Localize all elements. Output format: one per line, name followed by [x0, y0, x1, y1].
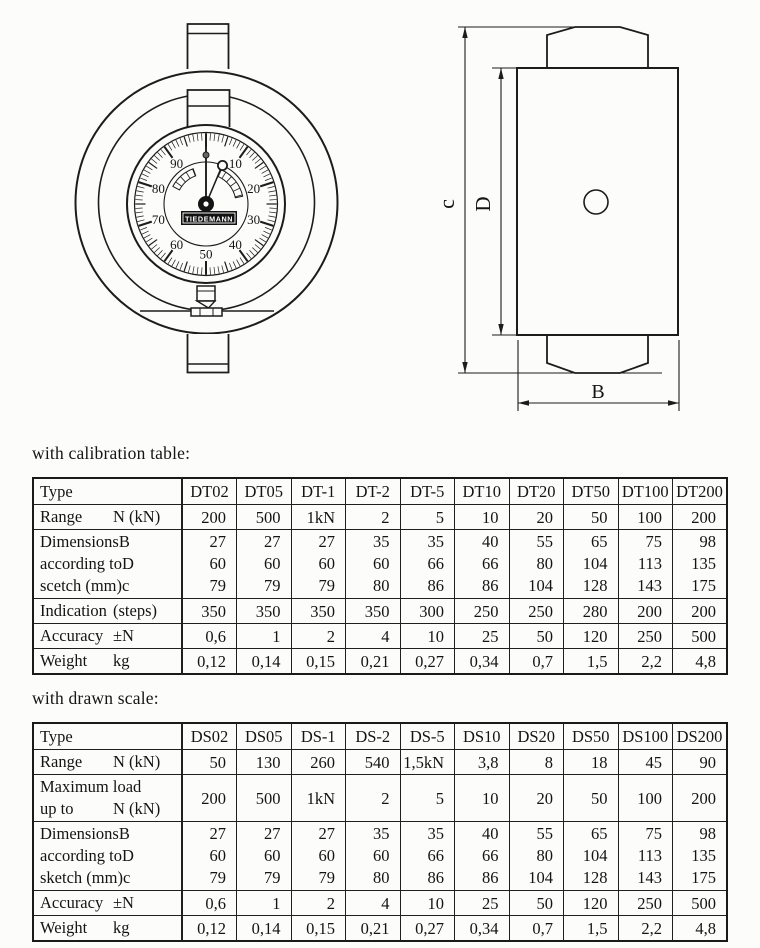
value-line: 175 [691, 576, 716, 595]
value-line: 79 [318, 868, 335, 887]
row-label-line [40, 531, 175, 553]
row-label: Accuracy [40, 626, 104, 645]
value-cell: 200 [673, 775, 728, 822]
row-label-line [40, 751, 175, 773]
type-header-cell: DT02 [182, 478, 237, 505]
needle-bead [203, 152, 209, 158]
value-cell: 50 [182, 750, 237, 775]
type-header-cell: DS-1 [291, 723, 346, 750]
value-cell [237, 530, 292, 599]
dial-number-20: 20 [247, 181, 261, 197]
type-header-cell: DT100 [618, 478, 673, 505]
type-header-cell: DS-2 [346, 723, 401, 750]
bottom-stem [187, 334, 229, 373]
dial-gauge-drawing [60, 8, 400, 426]
row-label: up to [40, 799, 74, 818]
dial-number-50: 50 [199, 246, 213, 262]
type-header-cell: DS20 [509, 723, 564, 750]
row-label: Weight [40, 651, 88, 670]
value-cell: 50 [509, 624, 564, 649]
row-label-cell [33, 775, 182, 822]
value-line: 60 [209, 554, 226, 573]
row-unit [113, 726, 175, 748]
value-cell: 0,7 [509, 649, 564, 675]
value-cell: 1kN [291, 505, 346, 530]
value-line: 128 [582, 868, 608, 887]
row-label: sketch (mm) [40, 868, 123, 887]
row-unit: kg [113, 651, 130, 670]
row-label-line [40, 892, 175, 914]
value-cell: 0,6 [182, 891, 237, 916]
value-cell: 5 [400, 505, 455, 530]
value-line: 27 [264, 532, 281, 551]
sub-pointer-peg [218, 161, 227, 170]
value-cell: 0,27 [400, 916, 455, 942]
row-label-line [40, 600, 175, 622]
row-label: Accuracy [40, 893, 104, 912]
row-label-line [40, 845, 175, 867]
type-header-cell: DT50 [564, 478, 619, 505]
anvil-flange [191, 308, 222, 316]
value-cell: 0,14 [237, 649, 292, 675]
value-line: 75 [645, 532, 662, 551]
value-cell [291, 530, 346, 599]
type-header-cell: DS-5 [400, 723, 455, 750]
row-unit [141, 776, 175, 798]
row-unit: kg [113, 918, 130, 937]
value-cell: 90 [673, 750, 728, 775]
type-header-cell: DS02 [182, 723, 237, 750]
center-hole [584, 190, 608, 214]
dial-number-90: 90 [170, 156, 184, 172]
bottom-boss [547, 335, 648, 373]
dial-number-60: 60 [170, 236, 184, 252]
dial-number-80: 80 [151, 181, 165, 197]
row-unit: ±N [113, 626, 134, 645]
value-line: 104 [528, 868, 553, 887]
value-cell [564, 530, 619, 599]
value-cell: 4,8 [673, 916, 728, 942]
value-cell: 350 [237, 599, 292, 624]
type-header-cell: DT-5 [400, 478, 455, 505]
value-cell: 200 [182, 775, 237, 822]
value-cell: 200 [182, 505, 237, 530]
value-cell: 350 [346, 599, 401, 624]
row-unit: c [122, 868, 131, 887]
value-line: 35 [373, 532, 390, 551]
row-label: according to [40, 554, 123, 573]
row-label-cell [33, 750, 182, 775]
type-header-cell: DT05 [237, 478, 292, 505]
table-row [33, 505, 727, 530]
value-cell: 5 [400, 775, 455, 822]
value-line: 79 [318, 576, 335, 595]
value-cell: 3,8 [455, 750, 510, 775]
row-label-cell [33, 822, 182, 891]
value-line: 40 [482, 824, 499, 843]
table-row [33, 530, 727, 599]
row-label: Type [40, 726, 73, 746]
type-header-cell: DS05 [237, 723, 292, 750]
value-cell: 10 [400, 624, 455, 649]
value-line: 86 [427, 868, 444, 887]
row-label: Weight [40, 918, 88, 937]
value-cell: 2 [291, 624, 346, 649]
value-cell [346, 822, 401, 891]
value-line: 60 [264, 554, 281, 573]
value-cell: 500 [237, 775, 292, 822]
value-line: 27 [209, 532, 226, 551]
row-unit: c [122, 576, 130, 595]
type-header-cell: DS200 [673, 723, 728, 750]
value-cell: 4 [346, 624, 401, 649]
row-label: scetch (mm) [40, 576, 123, 595]
type-header-cell: DT-2 [346, 478, 401, 505]
value-line: 60 [209, 846, 226, 865]
value-cell: 200 [673, 599, 728, 624]
value-cell: 1 [237, 624, 292, 649]
value-cell: 500 [673, 891, 728, 916]
value-line: 104 [528, 576, 553, 595]
row-label-cell [33, 649, 182, 675]
value-cell: 0,6 [182, 624, 237, 649]
value-cell [237, 822, 292, 891]
value-line: 104 [582, 554, 608, 573]
value-cell: 2,2 [618, 649, 673, 675]
value-cell [182, 530, 237, 599]
row-label-line [40, 798, 175, 820]
value-line: 66 [427, 554, 444, 573]
value-line: 55 [536, 824, 553, 843]
type-header-cell: DS100 [618, 723, 673, 750]
value-cell [509, 822, 564, 891]
value-cell [509, 530, 564, 599]
value-line: 35 [427, 824, 444, 843]
type-header-cell: DT10 [455, 478, 510, 505]
value-line: 27 [318, 532, 335, 551]
value-cell [291, 822, 346, 891]
row-label: Maximum load [40, 777, 142, 796]
table-header-row [33, 723, 727, 750]
value-cell: 200 [673, 505, 728, 530]
value-cell: 50 [564, 775, 619, 822]
value-cell: 100 [618, 775, 673, 822]
table-row [33, 891, 727, 916]
value-cell: 1,5kN [400, 750, 455, 775]
value-cell: 45 [618, 750, 673, 775]
value-line: 27 [209, 824, 226, 843]
value-line: 60 [318, 554, 335, 573]
brand-label: TIEDEMANN [184, 214, 234, 224]
row-label-cell [33, 599, 182, 624]
dial-number-10: 10 [228, 156, 242, 172]
dimension-d [492, 68, 517, 335]
value-line: 60 [318, 846, 335, 865]
value-line: 55 [536, 532, 553, 551]
row-label-line [40, 776, 175, 798]
top-boss [547, 27, 648, 68]
row-label-line [40, 553, 175, 575]
value-cell: 10 [455, 775, 510, 822]
value-line: 80 [373, 576, 390, 595]
value-cell [673, 530, 728, 599]
row-label-cell [33, 916, 182, 942]
neck-fitting [187, 89, 230, 127]
value-cell: 10 [455, 505, 510, 530]
value-cell: 25 [455, 624, 510, 649]
value-cell [182, 822, 237, 891]
value-cell [455, 530, 510, 599]
row-label-line [40, 823, 175, 845]
calibration-table [32, 477, 728, 675]
body-outline [517, 68, 678, 335]
side-view-drawing [430, 8, 710, 428]
type-header-cell: DS50 [564, 723, 619, 750]
value-cell [455, 822, 510, 891]
value-line: 35 [427, 532, 444, 551]
value-cell: 0,21 [346, 649, 401, 675]
value-line: 66 [427, 846, 444, 865]
value-cell: 500 [237, 505, 292, 530]
value-cell: 2 [346, 505, 401, 530]
row-label-line [40, 650, 175, 672]
value-line: 98 [699, 532, 716, 551]
value-cell: 8 [509, 750, 564, 775]
value-line: 79 [264, 576, 281, 595]
value-line: 35 [373, 824, 390, 843]
value-cell: 0,12 [182, 916, 237, 942]
value-cell [564, 822, 619, 891]
type-header-cell: DT200 [673, 478, 728, 505]
value-cell [673, 822, 728, 891]
row-unit: D [122, 554, 134, 573]
value-cell: 540 [346, 750, 401, 775]
value-cell: 350 [182, 599, 237, 624]
row-label: according to [40, 846, 123, 865]
table-row [33, 649, 727, 675]
value-cell: 2,2 [618, 916, 673, 942]
value-cell: 280 [564, 599, 619, 624]
type-header-cell: DS10 [455, 723, 510, 750]
type-header-cell: DT-1 [291, 478, 346, 505]
table-row [33, 599, 727, 624]
value-cell: 250 [455, 599, 510, 624]
type-header-cell: DT20 [509, 478, 564, 505]
value-line: 86 [427, 576, 444, 595]
value-line: 60 [373, 554, 390, 573]
row-unit: D [122, 846, 134, 865]
value-line: 66 [482, 846, 499, 865]
value-cell: 2 [346, 775, 401, 822]
row-label-cell [33, 478, 182, 505]
row-label-cell [33, 723, 182, 750]
table-row [33, 916, 727, 942]
row-unit: B [118, 532, 130, 551]
value-line: 60 [373, 846, 390, 865]
row-label-cell [33, 505, 182, 530]
value-line: 175 [691, 868, 716, 887]
row-unit: N (kN) [113, 752, 161, 771]
value-line: 65 [591, 824, 608, 843]
value-line: 27 [318, 824, 335, 843]
row-unit: (steps) [113, 601, 157, 620]
value-cell: 0,14 [237, 916, 292, 942]
row-label: Indication [40, 601, 107, 620]
value-cell: 20 [509, 505, 564, 530]
row-label-line [40, 575, 175, 597]
row-label-cell [33, 891, 182, 916]
drawn-scale-table [32, 722, 728, 942]
value-line: 135 [691, 554, 716, 573]
value-cell: 0,12 [182, 649, 237, 675]
value-cell: 50 [509, 891, 564, 916]
row-label-line [40, 481, 175, 503]
table-row [33, 750, 727, 775]
value-cell: 350 [291, 599, 346, 624]
value-cell: 130 [237, 750, 292, 775]
value-cell: 0,21 [346, 916, 401, 942]
value-cell [400, 822, 455, 891]
value-cell: 50 [564, 505, 619, 530]
value-cell [618, 822, 673, 891]
value-cell [346, 530, 401, 599]
drawn-scale-section-title: with drawn scale: [32, 688, 159, 708]
value-line: 113 [637, 554, 662, 573]
dial-number-40: 40 [228, 236, 242, 252]
value-line: 79 [209, 868, 226, 887]
row-label: Range [40, 752, 83, 771]
value-line: 79 [264, 868, 281, 887]
table-row [33, 822, 727, 891]
value-cell: 18 [564, 750, 619, 775]
row-label-line [40, 917, 175, 939]
top-stem [187, 23, 229, 69]
value-line: 80 [373, 868, 390, 887]
value-cell: 250 [618, 891, 673, 916]
value-cell: 120 [564, 891, 619, 916]
value-cell: 0,34 [455, 649, 510, 675]
value-cell: 10 [400, 891, 455, 916]
value-cell: 1kN [291, 775, 346, 822]
value-line: 143 [637, 868, 662, 887]
table-header-row [33, 478, 727, 505]
value-cell: 1 [237, 891, 292, 916]
value-cell: 0,34 [455, 916, 510, 942]
value-line: 98 [699, 824, 716, 843]
value-line: 79 [209, 576, 226, 595]
value-line: 135 [691, 846, 716, 865]
value-cell: 300 [400, 599, 455, 624]
value-cell: 500 [673, 624, 728, 649]
dim-label-c: c [434, 199, 459, 209]
value-line: 80 [536, 846, 553, 865]
value-line: 27 [264, 824, 281, 843]
row-label: Type [40, 481, 73, 501]
value-cell: 20 [509, 775, 564, 822]
value-line: 86 [482, 576, 499, 595]
value-line: 113 [637, 846, 662, 865]
value-cell: 0,27 [400, 649, 455, 675]
dim-label-b: B [591, 381, 605, 403]
row-label-cell [33, 530, 182, 599]
needle-hub-center [203, 201, 208, 206]
value-line: 128 [582, 576, 608, 595]
value-cell: 1,5 [564, 916, 619, 942]
value-cell: 0,15 [291, 649, 346, 675]
value-line: 65 [591, 532, 608, 551]
value-cell [400, 530, 455, 599]
table-row [33, 624, 727, 649]
value-cell: 250 [618, 624, 673, 649]
value-cell: 100 [618, 505, 673, 530]
value-cell: 1,5 [564, 649, 619, 675]
dial-number-70: 70 [151, 211, 165, 227]
value-cell: 120 [564, 624, 619, 649]
value-cell: 200 [618, 599, 673, 624]
value-line: 66 [482, 554, 499, 573]
row-label-line [40, 726, 175, 748]
dial-number-30: 30 [247, 211, 261, 227]
row-unit: N (kN) [113, 799, 161, 818]
row-unit [113, 481, 175, 503]
row-label: Dimensions [40, 532, 119, 551]
value-cell: 250 [509, 599, 564, 624]
row-unit: B [118, 824, 130, 843]
value-line: 60 [264, 846, 281, 865]
value-line: 40 [482, 532, 499, 551]
dim-label-d: D [471, 196, 495, 212]
value-cell: 25 [455, 891, 510, 916]
value-cell: 2 [291, 891, 346, 916]
table-row [33, 775, 727, 822]
value-cell: 0,7 [509, 916, 564, 942]
row-label-line [40, 625, 175, 647]
row-label-line [40, 506, 175, 528]
value-line: 104 [582, 846, 608, 865]
value-cell: 0,15 [291, 916, 346, 942]
value-cell: 260 [291, 750, 346, 775]
value-line: 143 [637, 576, 662, 595]
row-label-cell [33, 624, 182, 649]
row-unit: N (kN) [113, 507, 161, 526]
calibration-section-title: with calibration table: [32, 443, 191, 463]
value-cell: 4,8 [673, 649, 728, 675]
row-label: Range [40, 507, 83, 526]
row-label: Dimensions [40, 824, 119, 843]
value-cell [618, 530, 673, 599]
row-unit: ±N [113, 893, 134, 912]
value-cell: 4 [346, 891, 401, 916]
value-line: 75 [645, 824, 662, 843]
value-line: 86 [482, 868, 499, 887]
anvil-tip [197, 286, 215, 308]
row-label-line [40, 867, 175, 889]
value-line: 80 [536, 554, 553, 573]
